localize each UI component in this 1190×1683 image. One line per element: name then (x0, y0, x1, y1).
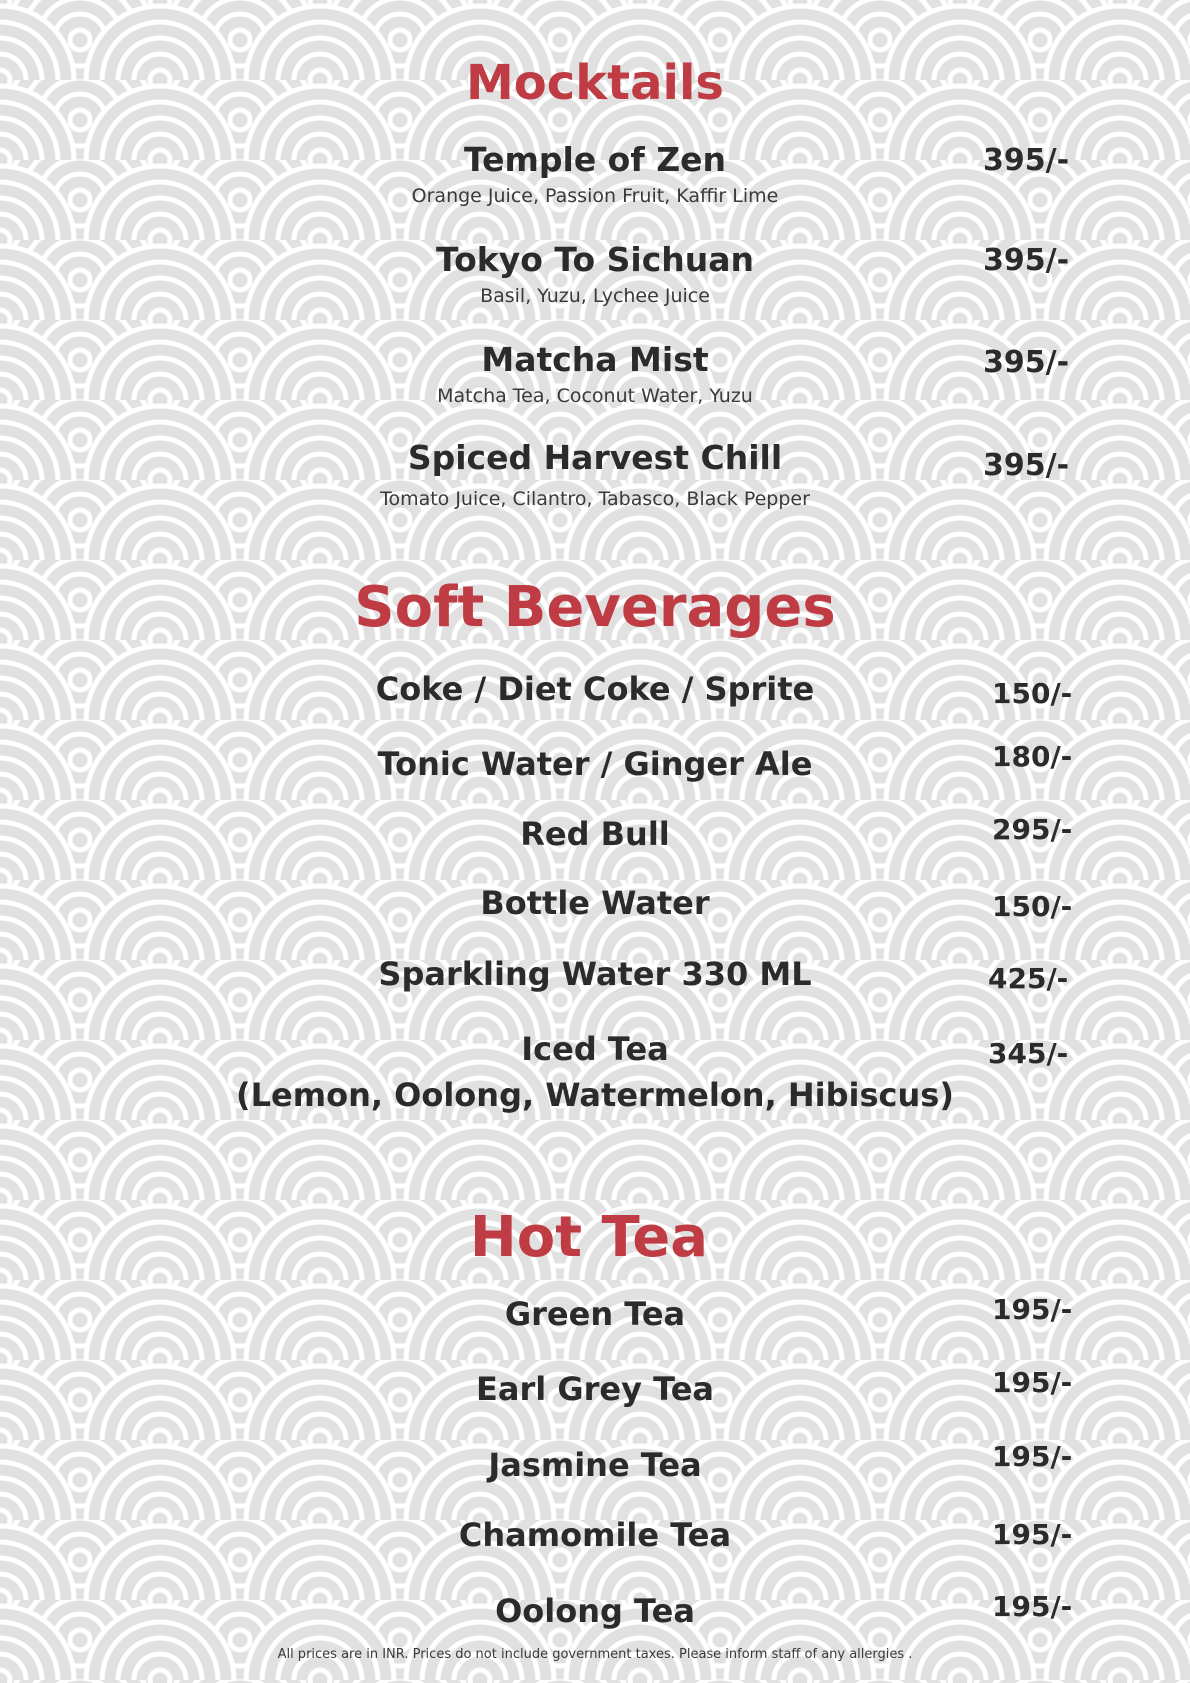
menu-item-name: Tonic Water / Ginger Ale (377, 745, 813, 783)
menu-item-price: 395/- (983, 243, 1070, 278)
menu-item-name: Chamomile Tea (458, 1516, 732, 1554)
menu-item-name: Bottle Water (480, 884, 710, 922)
section-title-soft-beverages: Soft Beverages (354, 575, 836, 640)
menu-item-price: 295/- (992, 813, 1073, 846)
menu-item-price: 425/- (988, 962, 1069, 995)
menu-item-description: Tomato Juice, Cilantro, Tabasco, Black Pepper (380, 488, 810, 510)
menu-item-name: Jasmine Tea (488, 1446, 702, 1484)
menu-item-description: (Lemon, Oolong, Watermelon, Hibiscus) (236, 1076, 954, 1114)
menu-item-name: Temple of Zen (463, 140, 727, 179)
menu-item-price: 195/- (992, 1518, 1073, 1551)
menu-item-name: Sparkling Water 330 ML (378, 955, 812, 993)
menu-item-name: Green Tea (504, 1295, 686, 1333)
menu-item-price: 195/- (992, 1366, 1073, 1399)
menu-item-price: 180/- (992, 740, 1073, 773)
section-title-hot-tea: Hot Tea (469, 1205, 709, 1270)
menu-item-description: Matcha Tea, Coconut Water, Yuzu (437, 385, 753, 407)
footer-note: All prices are in INR. Prices do not include government taxes. Please inform staff of any allergies . (277, 1647, 913, 1662)
menu-item-name: Spiced Harvest Chill (407, 438, 783, 477)
menu-item-name: Matcha Mist (481, 340, 709, 379)
menu-item-name: Earl Grey Tea (476, 1370, 714, 1408)
menu-item-price: 150/- (992, 890, 1073, 923)
menu-item-price: 150/- (992, 677, 1073, 710)
menu-item-name: Oolong Tea (495, 1592, 695, 1630)
menu-item-name: Tokyo To Sichuan (435, 240, 755, 279)
menu-item-description: Orange Juice, Passion Fruit, Kaffir Lime (411, 185, 779, 207)
menu-item-price: 395/- (983, 143, 1070, 178)
menu-item-price: 195/- (992, 1293, 1073, 1326)
menu-item-price: 195/- (992, 1590, 1073, 1623)
menu-item-name: Iced Tea (521, 1030, 669, 1068)
section-title-mocktails: Mocktails (466, 55, 724, 111)
menu-item-price: 395/- (983, 345, 1070, 380)
menu-item-name: Coke / Diet Coke / Sprite (375, 670, 815, 708)
menu-item-description: Basil, Yuzu, Lychee Juice (480, 285, 710, 307)
menu-item-name: Red Bull (520, 815, 670, 853)
menu-item-price: 395/- (983, 448, 1070, 483)
menu-item-price: 195/- (992, 1440, 1073, 1473)
menu-item-price: 345/- (988, 1037, 1069, 1070)
